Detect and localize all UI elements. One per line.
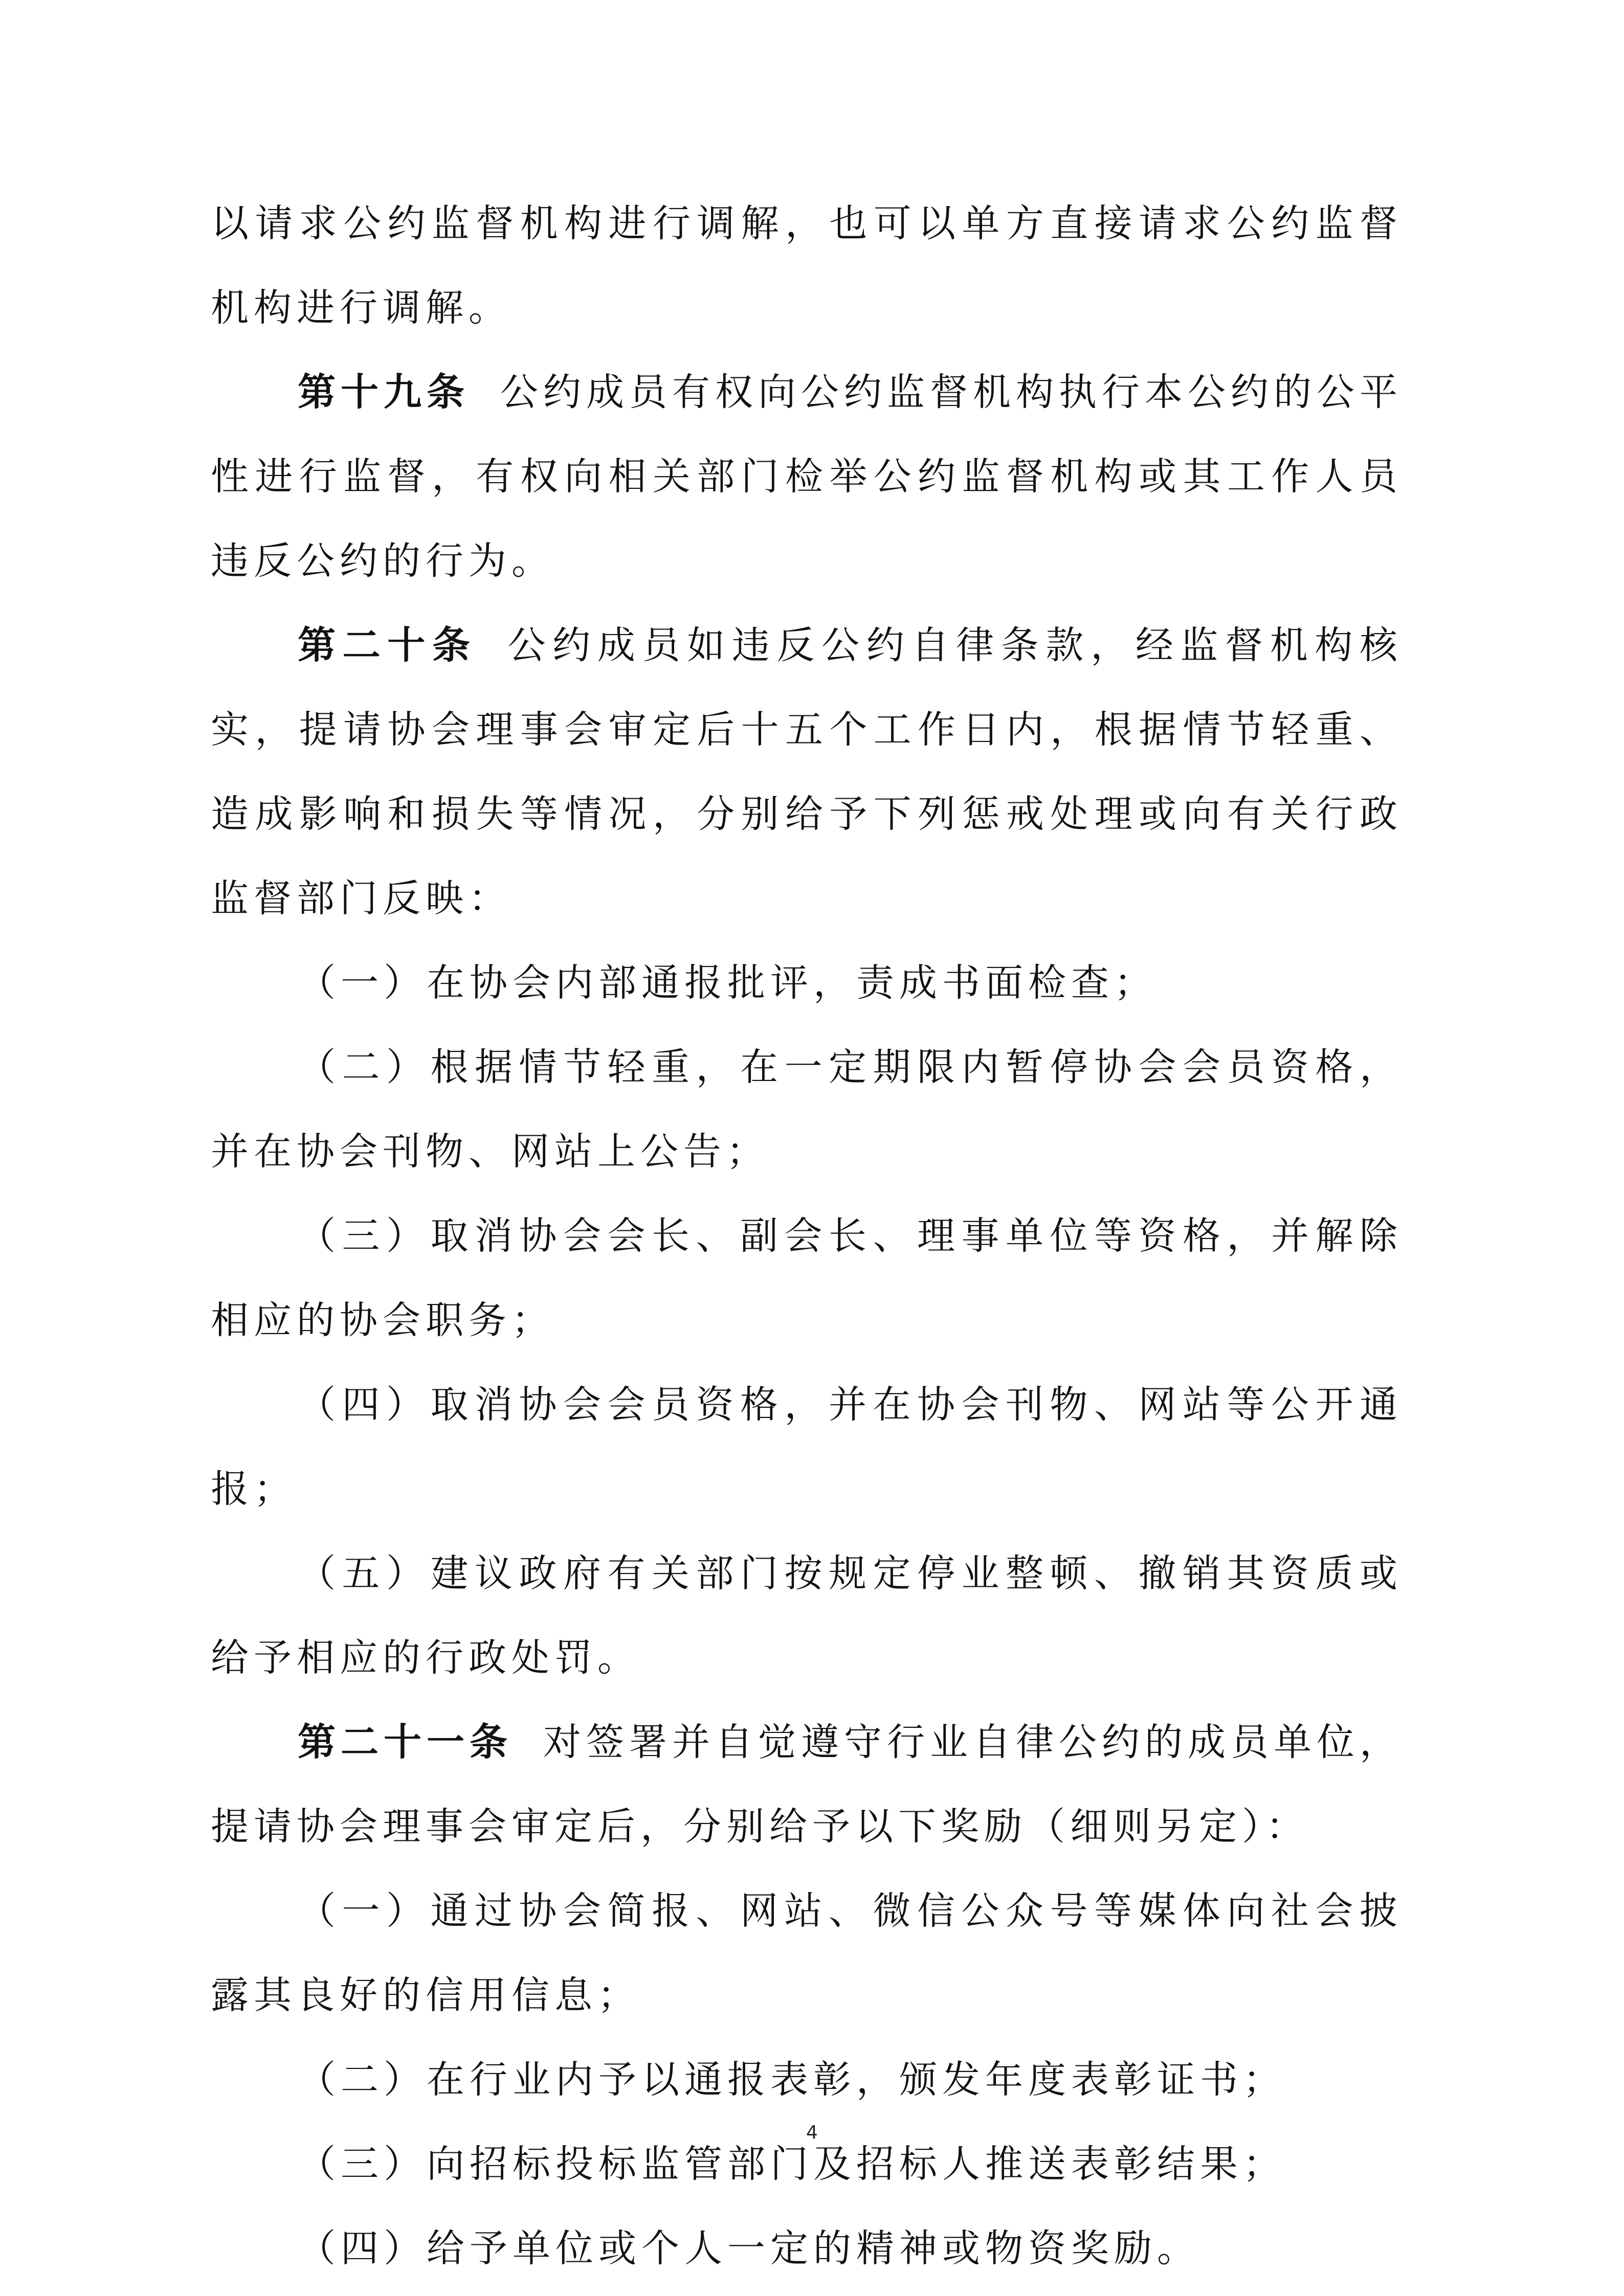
page-number: 4 xyxy=(806,2122,818,2143)
body-text xyxy=(211,182,1403,2291)
article-body: 对签署并自觉遵守行业自律公约的成员单位，提请协会理事会审定后，分别给予以下奖励（细则另定）： xyxy=(211,1720,1403,1849)
list-item: （二）在行业内予以通报表彰，颁发年度表彰证书； xyxy=(298,2058,1286,2102)
article-heading: 第十九条 xyxy=(298,370,470,414)
list-item: （五）建议政府有关部门按规定停业整顿、撤销其资质或给予相应的行政处罚。 xyxy=(211,1551,1403,1680)
paragraph-continuation: 以请求公约监督机构进行调解，也可以单方直接请求公约监督机构进行调解。 xyxy=(211,201,1403,330)
article-body: 公约成员如违反公约自律条款，经监督机构核实，提请协会理事会审定后十五个工作日内，根据情节轻重、造成影响和损失等情况，分别给予下列惩戒处理或向有关行政监督部门反映： xyxy=(211,623,1403,920)
article-heading: 第二十条 xyxy=(298,623,477,667)
list-item: （一）在协会内部通报批评，责成书面检查； xyxy=(298,961,1157,1005)
list-item: （一）通过协会简报、网站、微信公众号等媒体向社会披露其良好的信用信息； xyxy=(211,1889,1403,2017)
article-body: 公约成员有权向公约监督机构执行本公约的公平性进行监督，有权向相关部门检举公约监督机构或其工作人员违反公约的行为。 xyxy=(211,370,1403,583)
list-item: （二）根据情节轻重，在一定期限内暂停协会会员资格，并在协会刊物、网站上公告； xyxy=(211,1045,1403,1174)
article-20 xyxy=(211,603,1403,941)
list-item: （三）取消协会会长、副会长、理事单位等资格，并解除相应的协会职务； xyxy=(211,1214,1403,1342)
list-item: （四）取消协会会员资格，并在协会刊物、网站等公开通报； xyxy=(211,1383,1403,1511)
article-21 xyxy=(211,1700,1403,1869)
article-heading: 第二十一条 xyxy=(298,1720,513,1764)
list-item: （四）给予单位或个人一定的精神或物资奖励。 xyxy=(298,2226,1200,2270)
list-item: （三）向招标投标监管部门及招标人推送表彰结果； xyxy=(298,2142,1286,2186)
article-19 xyxy=(211,350,1403,603)
